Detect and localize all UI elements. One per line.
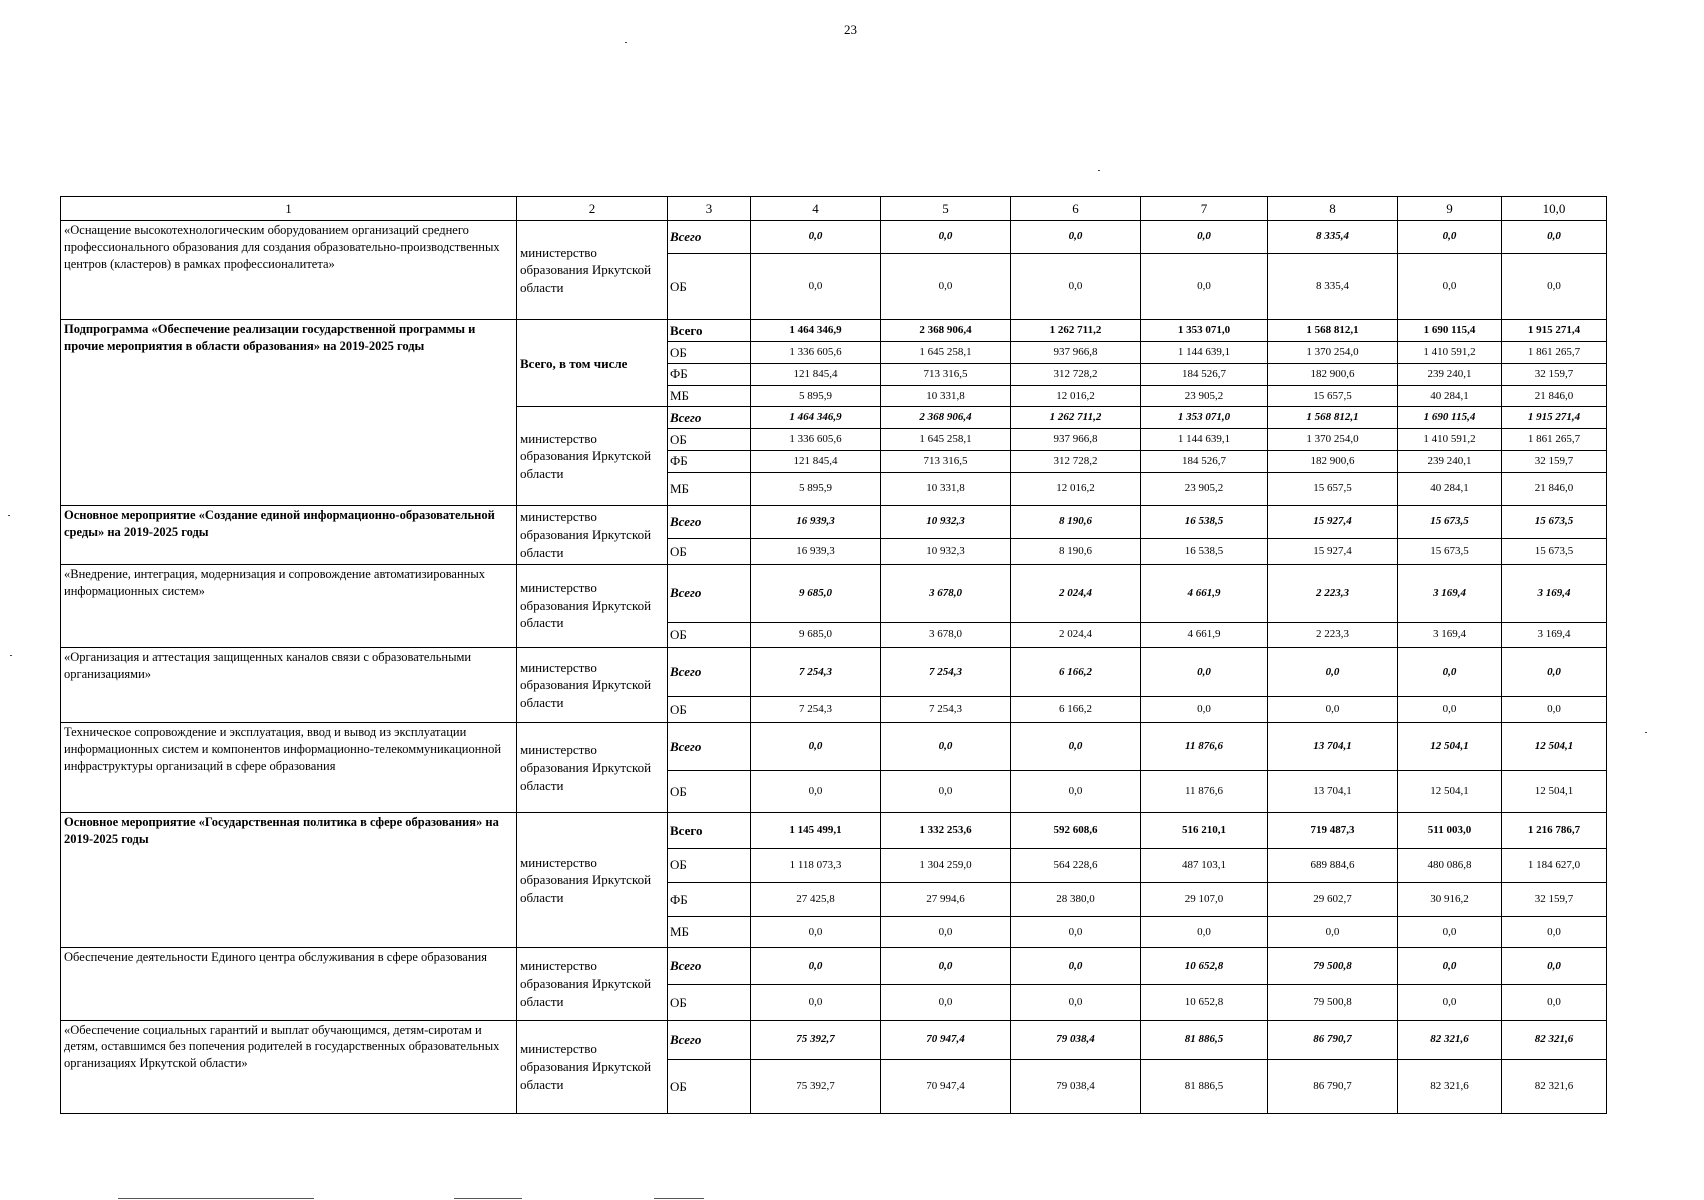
- amount-cell: 8 190,6: [1011, 505, 1141, 538]
- amount-cell: 0,0: [1011, 253, 1141, 319]
- amount-cell: 0,0: [1011, 723, 1141, 771]
- amount-cell: 0,0: [1398, 647, 1502, 697]
- amount-cell: 1 144 639,1: [1141, 429, 1268, 451]
- amount-cell: 81 886,5: [1141, 1020, 1268, 1059]
- amount-cell: 0,0: [1502, 985, 1607, 1020]
- page-number: 23: [844, 22, 857, 37]
- amount-cell: 27 425,8: [751, 882, 881, 916]
- amount-cell: 15 657,5: [1268, 385, 1398, 407]
- amount-cell: 0,0: [881, 916, 1011, 947]
- activity-name-cell: «Организация и аттестация защищенных каналов связи с образовательными организациями»: [61, 647, 517, 723]
- amount-cell: 121 845,4: [751, 363, 881, 385]
- funding-source-cell: МБ: [668, 472, 751, 505]
- amount-cell: 1 370 254,0: [1268, 342, 1398, 364]
- table-row: [61, 948, 1607, 985]
- amount-cell: 86 790,7: [1268, 1020, 1398, 1059]
- funding-source-cell: Всего: [668, 320, 751, 342]
- amount-cell: 2 024,4: [1011, 622, 1141, 647]
- amount-cell: 6 166,2: [1011, 697, 1141, 723]
- amount-cell: 1 262 711,2: [1011, 320, 1141, 342]
- amount-cell: 7 254,3: [751, 647, 881, 697]
- amount-cell: 1 262 711,2: [1011, 407, 1141, 429]
- amount-cell: 0,0: [751, 948, 881, 985]
- amount-cell: 1 645 258,1: [881, 342, 1011, 364]
- amount-cell: 7 254,3: [751, 697, 881, 723]
- scan-line: [454, 1198, 522, 1199]
- amount-cell: 3 678,0: [881, 622, 1011, 647]
- amount-cell: 0,0: [1502, 697, 1607, 723]
- amount-cell: 75 392,7: [751, 1020, 881, 1059]
- amount-cell: 1 568 812,1: [1268, 407, 1398, 429]
- funding-source-cell: ОБ: [668, 253, 751, 319]
- amount-cell: 0,0: [1141, 916, 1268, 947]
- amount-cell: 15 673,5: [1502, 538, 1607, 564]
- amount-cell: 1 645 258,1: [881, 429, 1011, 451]
- table-row: [61, 564, 1607, 622]
- amount-cell: 29 107,0: [1141, 882, 1268, 916]
- table-row: [61, 1020, 1607, 1059]
- amount-cell: 81 886,5: [1141, 1059, 1268, 1113]
- amount-cell: 2 368 906,4: [881, 320, 1011, 342]
- funding-source-cell: Всего: [668, 647, 751, 697]
- amount-cell: 15 673,5: [1398, 538, 1502, 564]
- amount-cell: 1 184 627,0: [1502, 848, 1607, 882]
- amount-cell: 29 602,7: [1268, 882, 1398, 916]
- amount-cell: 12 504,1: [1398, 723, 1502, 771]
- header-cell: 2: [517, 197, 668, 221]
- amount-cell: 9 685,0: [751, 622, 881, 647]
- amount-cell: 75 392,7: [751, 1059, 881, 1113]
- amount-cell: 1 336 605,6: [751, 429, 881, 451]
- amount-cell: 2 223,3: [1268, 622, 1398, 647]
- amount-cell: 1 915 271,4: [1502, 320, 1607, 342]
- funding-source-cell: ОБ: [668, 429, 751, 451]
- scan-speck: [8, 515, 10, 516]
- amount-cell: 937 966,8: [1011, 342, 1141, 364]
- amount-cell: 2 024,4: [1011, 564, 1141, 622]
- amount-cell: 82 321,6: [1502, 1020, 1607, 1059]
- amount-cell: 1 353 071,0: [1141, 320, 1268, 342]
- table-row: [61, 723, 1607, 771]
- amount-cell: 1 464 346,9: [751, 320, 881, 342]
- amount-cell: 79 038,4: [1011, 1020, 1141, 1059]
- amount-cell: 23 905,2: [1141, 472, 1268, 505]
- executor-cell: министерство образования Иркутской области: [517, 948, 668, 1021]
- amount-cell: 10 652,8: [1141, 985, 1268, 1020]
- amount-cell: 13 704,1: [1268, 723, 1398, 771]
- funding-source-cell: ОБ: [668, 697, 751, 723]
- amount-cell: 1 915 271,4: [1502, 407, 1607, 429]
- amount-cell: 184 526,7: [1141, 450, 1268, 472]
- executor-cell: министерство образования Иркутской области: [517, 407, 668, 505]
- funding-source-cell: ОБ: [668, 985, 751, 1020]
- executor-cell: министерство образования Иркутской области: [517, 723, 668, 813]
- amount-cell: 0,0: [1502, 220, 1607, 253]
- amount-cell: 15 657,5: [1268, 472, 1398, 505]
- amount-cell: 12 504,1: [1502, 770, 1607, 812]
- funding-source-cell: Всего: [668, 1020, 751, 1059]
- amount-cell: 0,0: [1141, 220, 1268, 253]
- amount-cell: 0,0: [881, 220, 1011, 253]
- funding-source-cell: Всего: [668, 948, 751, 985]
- amount-cell: 1 861 265,7: [1502, 342, 1607, 364]
- funding-source-cell: Всего: [668, 220, 751, 253]
- table-row: [61, 220, 1607, 253]
- amount-cell: 0,0: [751, 253, 881, 319]
- amount-cell: 15 927,4: [1268, 505, 1398, 538]
- amount-cell: 0,0: [1398, 916, 1502, 947]
- funding-source-cell: ОБ: [668, 1059, 751, 1113]
- header-cell: 7: [1141, 197, 1268, 221]
- amount-cell: 40 284,1: [1398, 385, 1502, 407]
- amount-cell: 16 939,3: [751, 505, 881, 538]
- amount-cell: 719 487,3: [1268, 813, 1398, 848]
- amount-cell: 82 321,6: [1398, 1059, 1502, 1113]
- amount-cell: 3 169,4: [1502, 622, 1607, 647]
- table-row: [61, 647, 1607, 697]
- amount-cell: 1 336 605,6: [751, 342, 881, 364]
- amount-cell: 0,0: [1502, 647, 1607, 697]
- scan-line: [118, 1198, 314, 1199]
- funding-source-cell: Всего: [668, 813, 751, 848]
- amount-cell: 0,0: [1268, 916, 1398, 947]
- scan-speck: [1098, 170, 1100, 171]
- amount-cell: 0,0: [881, 723, 1011, 771]
- amount-cell: 592 608,6: [1011, 813, 1141, 848]
- scan-speck: [1645, 732, 1647, 733]
- activity-name-cell: Основное мероприятие «Создание единой информационно-образовательной среды» на 2019-2025 годы: [61, 505, 517, 564]
- amount-cell: 1 370 254,0: [1268, 429, 1398, 451]
- amount-cell: 713 316,5: [881, 363, 1011, 385]
- executor-cell: министерство образования Иркутской области: [517, 1020, 668, 1113]
- amount-cell: 0,0: [1398, 220, 1502, 253]
- amount-cell: 21 846,0: [1502, 472, 1607, 505]
- table-row: [61, 505, 1607, 538]
- executor-cell: Всего, в том числе: [517, 320, 668, 407]
- amount-cell: 121 845,4: [751, 450, 881, 472]
- amount-cell: 0,0: [751, 770, 881, 812]
- funding-source-cell: ОБ: [668, 848, 751, 882]
- amount-cell: 4 661,9: [1141, 564, 1268, 622]
- funding-source-cell: Всего: [668, 723, 751, 771]
- amount-cell: 27 994,6: [881, 882, 1011, 916]
- amount-cell: 0,0: [1398, 948, 1502, 985]
- funding-source-cell: МБ: [668, 916, 751, 947]
- amount-cell: 0,0: [1011, 220, 1141, 253]
- amount-cell: 0,0: [1141, 647, 1268, 697]
- amount-cell: 1 145 499,1: [751, 813, 881, 848]
- funding-source-cell: МБ: [668, 385, 751, 407]
- amount-cell: 1 118 073,3: [751, 848, 881, 882]
- amount-cell: 2 368 906,4: [881, 407, 1011, 429]
- amount-cell: 16 538,5: [1141, 538, 1268, 564]
- amount-cell: 312 728,2: [1011, 363, 1141, 385]
- scan-line: [654, 1198, 704, 1199]
- amount-cell: 9 685,0: [751, 564, 881, 622]
- amount-cell: 32 159,7: [1502, 363, 1607, 385]
- amount-cell: 1 216 786,7: [1502, 813, 1607, 848]
- amount-cell: 12 016,2: [1011, 385, 1141, 407]
- amount-cell: 487 103,1: [1141, 848, 1268, 882]
- activity-name-cell: Техническое сопровождение и эксплуатация, ввод и вывод из эксплуатации информационных систем и компонентов информационно-телекоммуникационной инфраструктуры организаций в сфере образования: [61, 723, 517, 813]
- amount-cell: 0,0: [751, 723, 881, 771]
- amount-cell: 10 331,8: [881, 472, 1011, 505]
- amount-cell: 12 016,2: [1011, 472, 1141, 505]
- header-cell: 9: [1398, 197, 1502, 221]
- amount-cell: 7 254,3: [881, 647, 1011, 697]
- activity-name-cell: Обеспечение деятельности Единого центра обслуживания в сфере образования: [61, 948, 517, 1021]
- header-row: [61, 197, 1607, 221]
- amount-cell: 0,0: [881, 770, 1011, 812]
- amount-cell: 184 526,7: [1141, 363, 1268, 385]
- activity-name-cell: Подпрограмма «Обеспечение реализации государственной программы и прочие мероприятия в области образования» на 2019-2025 годы: [61, 320, 517, 505]
- header-cell: 4: [751, 197, 881, 221]
- amount-cell: 10 331,8: [881, 385, 1011, 407]
- amount-cell: 16 538,5: [1141, 505, 1268, 538]
- executor-cell: министерство образования Иркутской области: [517, 220, 668, 319]
- amount-cell: 713 316,5: [881, 450, 1011, 472]
- header-cell: 1: [61, 197, 517, 221]
- amount-cell: 5 895,9: [751, 472, 881, 505]
- table-row: [61, 813, 1607, 848]
- amount-cell: 0,0: [1502, 948, 1607, 985]
- amount-cell: 516 210,1: [1141, 813, 1268, 848]
- funding-source-cell: ФБ: [668, 882, 751, 916]
- funding-source-cell: Всего: [668, 505, 751, 538]
- amount-cell: 1 690 115,4: [1398, 320, 1502, 342]
- amount-cell: 86 790,7: [1268, 1059, 1398, 1113]
- amount-cell: 16 939,3: [751, 538, 881, 564]
- amount-cell: 0,0: [881, 985, 1011, 1020]
- header-cell: 5: [881, 197, 1011, 221]
- amount-cell: 1 304 259,0: [881, 848, 1011, 882]
- amount-cell: 7 254,3: [881, 697, 1011, 723]
- amount-cell: 1 410 591,2: [1398, 429, 1502, 451]
- amount-cell: 4 661,9: [1141, 622, 1268, 647]
- amount-cell: 0,0: [1011, 948, 1141, 985]
- amount-cell: 28 380,0: [1011, 882, 1141, 916]
- amount-cell: 3 678,0: [881, 564, 1011, 622]
- amount-cell: 480 086,8: [1398, 848, 1502, 882]
- funding-source-cell: ОБ: [668, 342, 751, 364]
- amount-cell: 30 916,2: [1398, 882, 1502, 916]
- amount-cell: 1 861 265,7: [1502, 429, 1607, 451]
- funding-source-cell: ФБ: [668, 450, 751, 472]
- amount-cell: 21 846,0: [1502, 385, 1607, 407]
- funding-source-cell: Всего: [668, 407, 751, 429]
- funding-source-cell: ОБ: [668, 622, 751, 647]
- amount-cell: 8 190,6: [1011, 538, 1141, 564]
- funding-source-cell: Всего: [668, 564, 751, 622]
- amount-cell: 3 169,4: [1502, 564, 1607, 622]
- amount-cell: 0,0: [751, 220, 881, 253]
- amount-cell: 0,0: [751, 985, 881, 1020]
- amount-cell: 312 728,2: [1011, 450, 1141, 472]
- amount-cell: 689 884,6: [1268, 848, 1398, 882]
- executor-cell: министерство образования Иркутской области: [517, 505, 668, 564]
- amount-cell: 15 927,4: [1268, 538, 1398, 564]
- amount-cell: 2 223,3: [1268, 564, 1398, 622]
- amount-cell: 0,0: [1398, 985, 1502, 1020]
- amount-cell: 79 038,4: [1011, 1059, 1141, 1113]
- amount-cell: 8 335,4: [1268, 220, 1398, 253]
- amount-cell: 1 353 071,0: [1141, 407, 1268, 429]
- amount-cell: 0,0: [1398, 697, 1502, 723]
- amount-cell: 32 159,7: [1502, 450, 1607, 472]
- amount-cell: 10 932,3: [881, 538, 1011, 564]
- amount-cell: 239 240,1: [1398, 450, 1502, 472]
- activity-name-cell: Основное мероприятие «Государственная политика в сфере образования» на 2019-2025 годы: [61, 813, 517, 948]
- amount-cell: 1 464 346,9: [751, 407, 881, 429]
- amount-cell: 0,0: [1268, 697, 1398, 723]
- amount-cell: 11 876,6: [1141, 770, 1268, 812]
- amount-cell: 239 240,1: [1398, 363, 1502, 385]
- header-cell: 3: [668, 197, 751, 221]
- amount-cell: 11 876,6: [1141, 723, 1268, 771]
- amount-cell: 15 673,5: [1502, 505, 1607, 538]
- amount-cell: 5 895,9: [751, 385, 881, 407]
- amount-cell: 40 284,1: [1398, 472, 1502, 505]
- amount-cell: 0,0: [751, 916, 881, 947]
- amount-cell: 23 905,2: [1141, 385, 1268, 407]
- header-cell: 10,0: [1502, 197, 1607, 221]
- amount-cell: 70 947,4: [881, 1020, 1011, 1059]
- amount-cell: 0,0: [881, 948, 1011, 985]
- amount-cell: 564 228,6: [1011, 848, 1141, 882]
- amount-cell: 511 003,0: [1398, 813, 1502, 848]
- amount-cell: 0,0: [1011, 985, 1141, 1020]
- funding-source-cell: ОБ: [668, 538, 751, 564]
- amount-cell: 0,0: [1011, 770, 1141, 812]
- amount-cell: 182 900,6: [1268, 363, 1398, 385]
- amount-cell: 0,0: [1011, 916, 1141, 947]
- amount-cell: 0,0: [1502, 916, 1607, 947]
- activity-name-cell: «Оснащение высокотехнологическим оборудованием организаций среднего профессионального образования для создания образовательно-производственных центров (кластеров) в рамках профессионалитета»: [61, 220, 517, 319]
- amount-cell: 8 335,4: [1268, 253, 1398, 319]
- amount-cell: 12 504,1: [1398, 770, 1502, 812]
- amount-cell: 10 932,3: [881, 505, 1011, 538]
- amount-cell: 70 947,4: [881, 1059, 1011, 1113]
- amount-cell: 82 321,6: [1502, 1059, 1607, 1113]
- amount-cell: 79 500,8: [1268, 985, 1398, 1020]
- table-row: [61, 320, 1607, 342]
- amount-cell: 79 500,8: [1268, 948, 1398, 985]
- funding-source-cell: ОБ: [668, 770, 751, 812]
- amount-cell: 937 966,8: [1011, 429, 1141, 451]
- amount-cell: 1 332 253,6: [881, 813, 1011, 848]
- amount-cell: 1 410 591,2: [1398, 342, 1502, 364]
- amount-cell: 13 704,1: [1268, 770, 1398, 812]
- header-cell: 6: [1011, 197, 1141, 221]
- executor-cell: министерство образования Иркутской области: [517, 564, 668, 647]
- amount-cell: 182 900,6: [1268, 450, 1398, 472]
- amount-cell: 0,0: [1398, 253, 1502, 319]
- activity-name-cell: «Внедрение, интеграция, модернизация и сопровождение автоматизированных информационных систем»: [61, 564, 517, 647]
- amount-cell: 32 159,7: [1502, 882, 1607, 916]
- amount-cell: 12 504,1: [1502, 723, 1607, 771]
- funding-source-cell: ФБ: [668, 363, 751, 385]
- amount-cell: 0,0: [1141, 697, 1268, 723]
- activity-name-cell: «Обеспечение социальных гарантий и выплат обучающимся, детям-сиротам и детям, оставшимся без попечения родителей в государственных образовательных организациях Иркутской области»: [61, 1020, 517, 1113]
- amount-cell: 0,0: [1502, 253, 1607, 319]
- amount-cell: 1 568 812,1: [1268, 320, 1398, 342]
- amount-cell: 6 166,2: [1011, 647, 1141, 697]
- header-cell: 8: [1268, 197, 1398, 221]
- scan-speck: [10, 655, 12, 656]
- amount-cell: 0,0: [881, 253, 1011, 319]
- amount-cell: 10 652,8: [1141, 948, 1268, 985]
- amount-cell: 82 321,6: [1398, 1020, 1502, 1059]
- amount-cell: 1 690 115,4: [1398, 407, 1502, 429]
- amount-cell: 0,0: [1141, 253, 1268, 319]
- executor-cell: министерство образования Иркутской области: [517, 813, 668, 948]
- amount-cell: 3 169,4: [1398, 564, 1502, 622]
- scan-speck: [625, 42, 627, 43]
- amount-cell: 3 169,4: [1398, 622, 1502, 647]
- executor-cell: министерство образования Иркутской области: [517, 647, 668, 723]
- amount-cell: 1 144 639,1: [1141, 342, 1268, 364]
- amount-cell: 15 673,5: [1398, 505, 1502, 538]
- amount-cell: 0,0: [1268, 647, 1398, 697]
- budget-table: [60, 196, 1607, 1114]
